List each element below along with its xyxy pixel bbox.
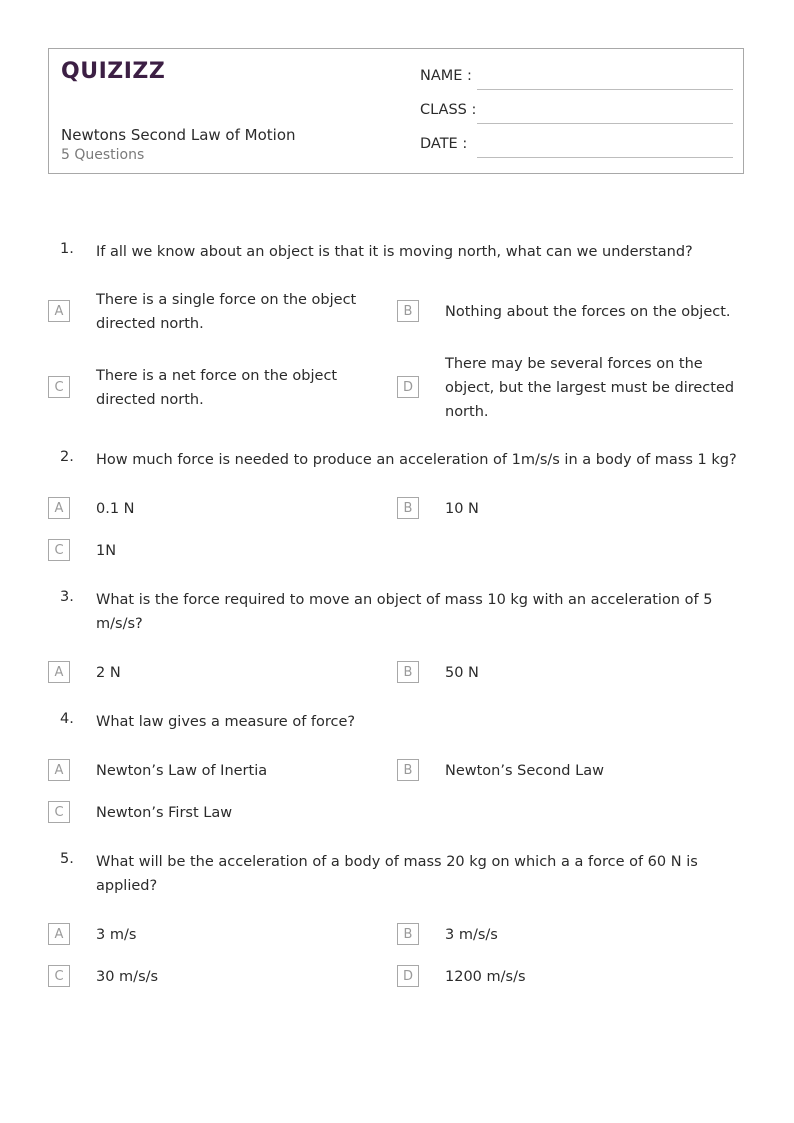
name-label: NAME : bbox=[420, 68, 472, 84]
option-box[interactable]: C bbox=[48, 965, 70, 987]
name-field[interactable] bbox=[477, 89, 733, 90]
class-field[interactable] bbox=[477, 123, 733, 124]
question-number: 5. bbox=[60, 851, 74, 867]
option-box[interactable]: B bbox=[397, 661, 419, 683]
option-text: Nothing about the forces on the object. bbox=[445, 304, 731, 320]
option-box[interactable]: C bbox=[48, 376, 70, 398]
option-text: 1N bbox=[96, 543, 117, 559]
question-text: What is the force required to move an object of mass 10 kg with an acceleration of 5 m/s/s? bbox=[96, 592, 713, 632]
option-text: 10 N bbox=[445, 501, 479, 517]
option-text: There is a single force on the object directed north. bbox=[96, 292, 357, 332]
option-box[interactable]: B bbox=[397, 923, 419, 945]
option-box[interactable]: D bbox=[397, 965, 419, 987]
question-number: 2. bbox=[60, 449, 74, 465]
option-text: Newton’s Law of Inertia bbox=[96, 763, 268, 779]
option-text: 30 m/s/s bbox=[96, 969, 159, 985]
option-text: 0.1 N bbox=[96, 501, 135, 517]
date-label: DATE : bbox=[420, 136, 468, 152]
worksheet-header bbox=[48, 48, 744, 174]
question-number: 4. bbox=[60, 711, 74, 727]
option-box[interactable]: A bbox=[48, 300, 70, 322]
option-text: 50 N bbox=[445, 665, 479, 681]
question-text: How much force is needed to produce an acceleration of 1m/s/s in a body of mass 1 kg? bbox=[96, 452, 737, 468]
question-number: 1. bbox=[60, 241, 74, 257]
option-box[interactable]: C bbox=[48, 801, 70, 823]
option-text: Newton’s First Law bbox=[96, 805, 233, 821]
question-text: What law gives a measure of force? bbox=[96, 714, 356, 730]
option-box[interactable]: A bbox=[48, 497, 70, 519]
option-box[interactable]: A bbox=[48, 759, 70, 781]
option-box[interactable]: B bbox=[397, 497, 419, 519]
option-text: 3 m/s bbox=[96, 927, 137, 943]
question-number: 3. bbox=[60, 589, 74, 605]
option-box[interactable]: C bbox=[48, 539, 70, 561]
question-count: 5 Questions bbox=[61, 147, 145, 163]
option-text: 3 m/s/s bbox=[445, 927, 498, 943]
option-box[interactable]: D bbox=[397, 376, 419, 398]
date-field[interactable] bbox=[477, 157, 733, 158]
quizizz-logo: QUIZIZZ bbox=[61, 59, 166, 84]
option-text: Newton’s Second Law bbox=[445, 763, 604, 779]
option-text: There is a net force on the object directed north. bbox=[96, 368, 338, 408]
question-text: If all we know about an object is that it is moving north, what can we understand? bbox=[96, 244, 693, 260]
option-text: 1200 m/s/s bbox=[445, 969, 526, 985]
option-text: There may be several forces on the object, but the largest must be directed north. bbox=[445, 356, 735, 420]
option-box[interactable]: B bbox=[397, 300, 419, 322]
option-box[interactable]: A bbox=[48, 923, 70, 945]
class-label: CLASS : bbox=[420, 102, 477, 118]
option-box[interactable]: A bbox=[48, 661, 70, 683]
option-box[interactable]: B bbox=[397, 759, 419, 781]
worksheet-title: Newtons Second Law of Motion bbox=[61, 126, 296, 144]
option-text: 2 N bbox=[96, 665, 121, 681]
question-text: What will be the acceleration of a body of mass 20 kg on which a a force of 60 N is applied? bbox=[96, 854, 698, 894]
